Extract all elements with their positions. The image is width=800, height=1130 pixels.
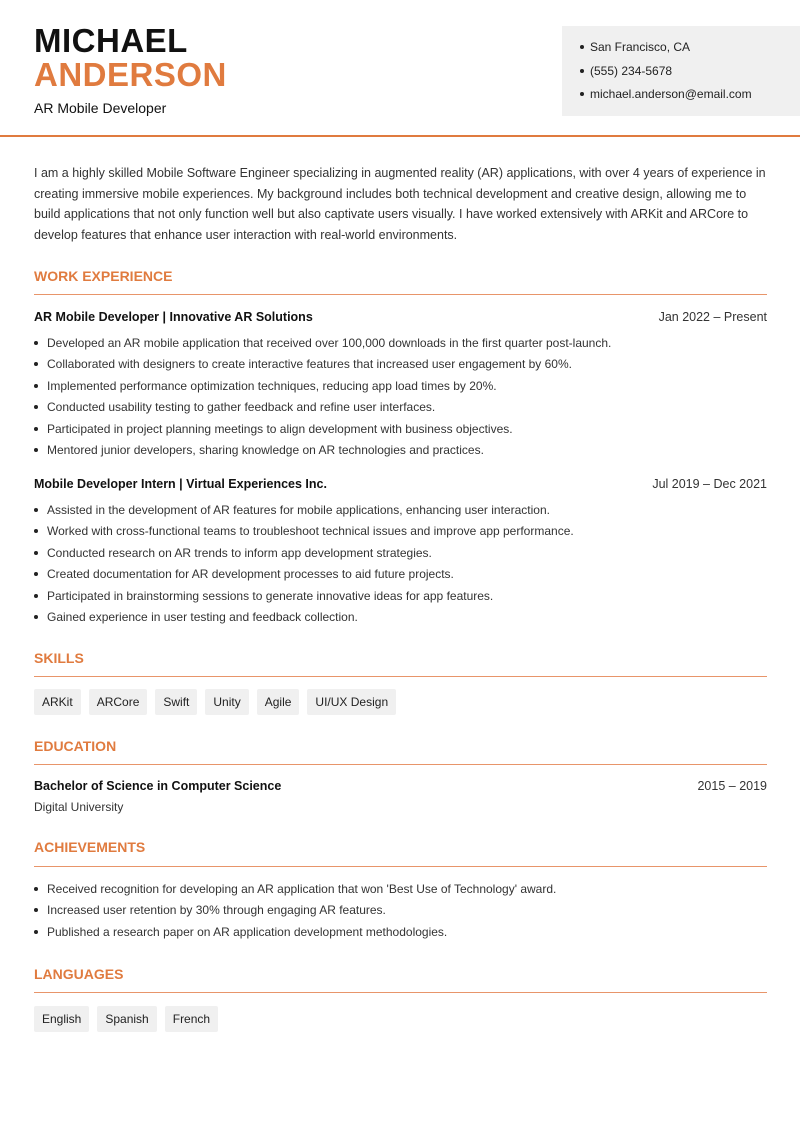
- skill-tag: ARKit: [34, 689, 81, 715]
- list-item: Gained experience in user testing and feedback collection.: [34, 609, 767, 630]
- bullet-icon: [34, 594, 38, 598]
- bullet-icon: [34, 572, 38, 576]
- list-item: Collaborated with designers to create interactive features that increased user engagement by 60%.: [34, 356, 767, 377]
- list-item: Mentored junior developers, sharing knowledge on AR technologies and practices.: [34, 442, 767, 463]
- section-title-skills: SKILLS: [34, 650, 84, 666]
- list-item: Implemented performance optimization techniques, reducing app load times by 20%.: [34, 378, 767, 399]
- list-item: Participated in brainstorming sessions to generate innovative ideas for app features.: [34, 588, 767, 609]
- education-header: [34, 779, 767, 793]
- bullet-icon: [34, 615, 38, 619]
- language-tag: French: [165, 1006, 218, 1032]
- degree: Bachelor of Science in Computer Science: [34, 779, 282, 793]
- section-title-work: WORK EXPERIENCE: [34, 268, 173, 284]
- bullet-icon: [34, 448, 38, 452]
- contact-email[interactable]: michael.anderson@email.com: [580, 86, 800, 110]
- job-dates: Jan 2022 – Present: [658, 310, 767, 324]
- school-name: Digital University: [34, 800, 124, 814]
- language-tag: English: [34, 1006, 89, 1032]
- language-tags: [34, 1006, 218, 1032]
- job-bullets: [34, 335, 767, 463]
- job-header: [34, 310, 767, 324]
- bullet-icon: [34, 341, 38, 345]
- contact-phone: (555) 234-5678: [580, 63, 800, 87]
- bullet-icon: [34, 362, 38, 366]
- education-dates: 2015 – 2019: [697, 779, 767, 793]
- job-role: Mobile Developer Intern | Virtual Experiences Inc.: [34, 477, 327, 491]
- bullet-icon: [580, 45, 584, 49]
- last-name: ANDERSON: [34, 56, 227, 93]
- list-item: Increased user retention by 30% through engaging AR features.: [34, 902, 767, 923]
- list-item: Received recognition for developing an AR application that won 'Best Use of Technology' award.: [34, 881, 767, 902]
- bullet-icon: [34, 930, 38, 934]
- skill-tag: UI/UX Design: [307, 689, 396, 715]
- list-item: Assisted in the development of AR features for mobile applications, enhancing user interaction.: [34, 502, 767, 523]
- job-dates: Jul 2019 – Dec 2021: [652, 477, 767, 491]
- bullet-icon: [34, 384, 38, 388]
- first-name: MICHAEL: [34, 22, 188, 59]
- bullet-icon: [580, 92, 584, 96]
- section-divider: [34, 676, 767, 677]
- section-divider: [34, 764, 767, 765]
- bullet-icon: [34, 508, 38, 512]
- job-title: AR Mobile Developer: [34, 100, 167, 116]
- list-item: Worked with cross-functional teams to troubleshoot technical issues and improve app performance.: [34, 523, 767, 544]
- list-item: Created documentation for AR development processes to aid future projects.: [34, 566, 767, 587]
- language-tag: Spanish: [97, 1006, 156, 1032]
- skill-tag: Swift: [155, 689, 197, 715]
- contact-box: [562, 26, 800, 116]
- list-item: Developed an AR mobile application that received over 100,000 downloads in the first quarter post-launch.: [34, 335, 767, 356]
- contact-location: San Francisco, CA: [580, 39, 800, 63]
- job-bullets: [34, 502, 767, 630]
- section-divider: [34, 294, 767, 295]
- skills-tags: [34, 689, 396, 715]
- bullet-icon: [34, 887, 38, 891]
- bullet-icon: [34, 529, 38, 533]
- list-item: Published a research paper on AR application development methodologies.: [34, 924, 767, 945]
- achievement-bullets: [34, 881, 767, 945]
- bullet-icon: [34, 427, 38, 431]
- summary: I am a highly skilled Mobile Software Engineer specializing in augmented reality (AR) applications, with over 4 years of experience in creating immersive mobile experiences. My background includes both technical development and creative design, allowing me to build applications that not only function well but also captivate users visually. I have worked extensively with ARKit and ARCore to develop features that enhance user interaction with real-world environments.: [34, 166, 766, 243]
- skill-tag: Agile: [257, 689, 300, 715]
- section-title-education: EDUCATION: [34, 738, 117, 754]
- job-role: AR Mobile Developer | Innovative AR Solutions: [34, 310, 313, 324]
- bullet-icon: [34, 908, 38, 912]
- bullet-icon: [580, 69, 584, 73]
- skill-tag: Unity: [205, 689, 248, 715]
- list-item: Conducted usability testing to gather feedback and refine user interfaces.: [34, 399, 767, 420]
- list-item: Conducted research on AR trends to inform app development strategies.: [34, 545, 767, 566]
- job-header: [34, 477, 767, 491]
- bullet-icon: [34, 551, 38, 555]
- resume-header: [0, 0, 800, 137]
- section-title-languages: LANGUAGES: [34, 966, 124, 982]
- bullet-icon: [34, 405, 38, 409]
- section-title-achievements: ACHIEVEMENTS: [34, 839, 146, 855]
- skill-tag: ARCore: [89, 689, 148, 715]
- list-item: Participated in project planning meetings to align development with business objectives.: [34, 421, 767, 442]
- section-divider: [34, 866, 767, 867]
- section-divider: [34, 992, 767, 993]
